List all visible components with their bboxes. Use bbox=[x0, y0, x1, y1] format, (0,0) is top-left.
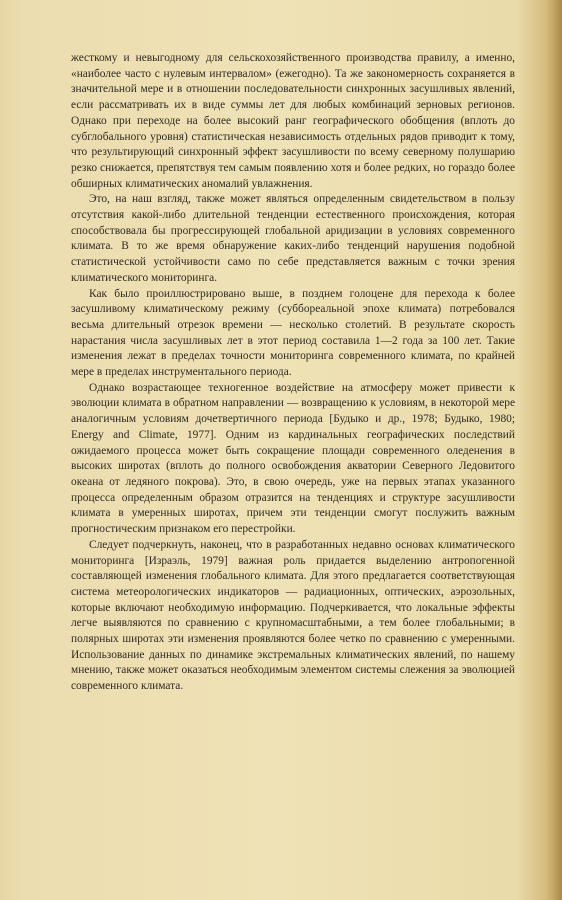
paragraph-4: Однако возрастающее техногенное воздействие на атмосферу может привести к эволюции климата в обратном направлении — возвращению к условиям, в некоторой мере аналогичным условиям дочетвертичного периода [Будыко и др., 1978; Будыко, 1980; Energy and Climate, 1977]. Одним из кардинальных географических последствий ожидаемого процесса может быть сокращение площади современного оледенения в высоких широтах (вплоть до полного освобождения акватории Северного Ледовитого океана от ледяного покрова). Это, в свою очередь, уже на первых этапах указанного процесса определенным образом отразится на тенденциях и структуре засушливости климата в умеренных широтах, причем эти тенденции смогут послужить важным прогностическим признаком его перестройки. bbox=[71, 381, 515, 536]
body-text bbox=[71, 51, 515, 695]
book-spine-edge bbox=[546, 0, 562, 900]
paragraph-5: Следует подчеркнуть, наконец, что в разработанных недавно основах климатического мониторинга [Израэль, 1979] важная роль придается выделению антропогенной составляющей изменения глобального климата. Для этого предлагается соответствующая система метеорологических индикаторов — радиационных, оптических, аэрозольных, которые включают необходимую информацию. Подчеркивается, что локальные эффекты легче выявляются по сравнению с крупномасштабными, а тем более глобальными; в полярных широтах эти изменения проявляются более четко по сравнению с умеренными. Использование данных по динамике экстремальных климатических явлений, по нашему мнению, также может оказаться необходимым элементом системы слежения за эволюцией современного климата. bbox=[71, 538, 515, 693]
paragraph-3: Как было проиллюстрировано выше, в позднем голоцене для перехода к более засушливому климатическому режиму (суббореальной эпохе климата) потребовался весьма длительный отрезок времени — несколько столетий. В результате скорость нарастания числа засушливых лет в этот период составила 1—2 года за 100 лет. Такие изменения лежат в пределах точности мониторинга современного климата, по крайней мере в пределах инструментального периода. bbox=[71, 287, 515, 379]
paragraph-1: жесткому и невыгодному для сельскохозяйственного производства правилу, а именно, «наиболее часто с нулевым интервалом» (ежегодно). Та же закономерность сохраняется в значительной мере и в отношении последовательности синхронных засушливых явлений, если рассматривать их в виде суммы лет для любых комбинаций зерновых регионов. Однако при переходе на более высокий ранг географического обобщения (вплоть до субглобального уровня) статистическая независимость отдельных рядов приводит к тому, что результирующий синхронный эффект засушливости по всему северному полушарию резко снижается, препятствуя тем самым появлению хотя и более редких, но гораздо более обширных климатических аномалий увлажнения. bbox=[71, 52, 515, 190]
paragraph-2: Это, на наш взгляд, также может являться определенным свидетельством в пользу отсутствия какой-либо длительной тенденции естественного происхождения, которая способствовала бы прогрессирующей глобальной аридизации в условиях современного климата. В то же время обнаружение каких-либо тенденций нарушения подобной статистической устойчивости само по себе представляется важным с точки зрения климатического мониторинга. bbox=[71, 193, 515, 284]
